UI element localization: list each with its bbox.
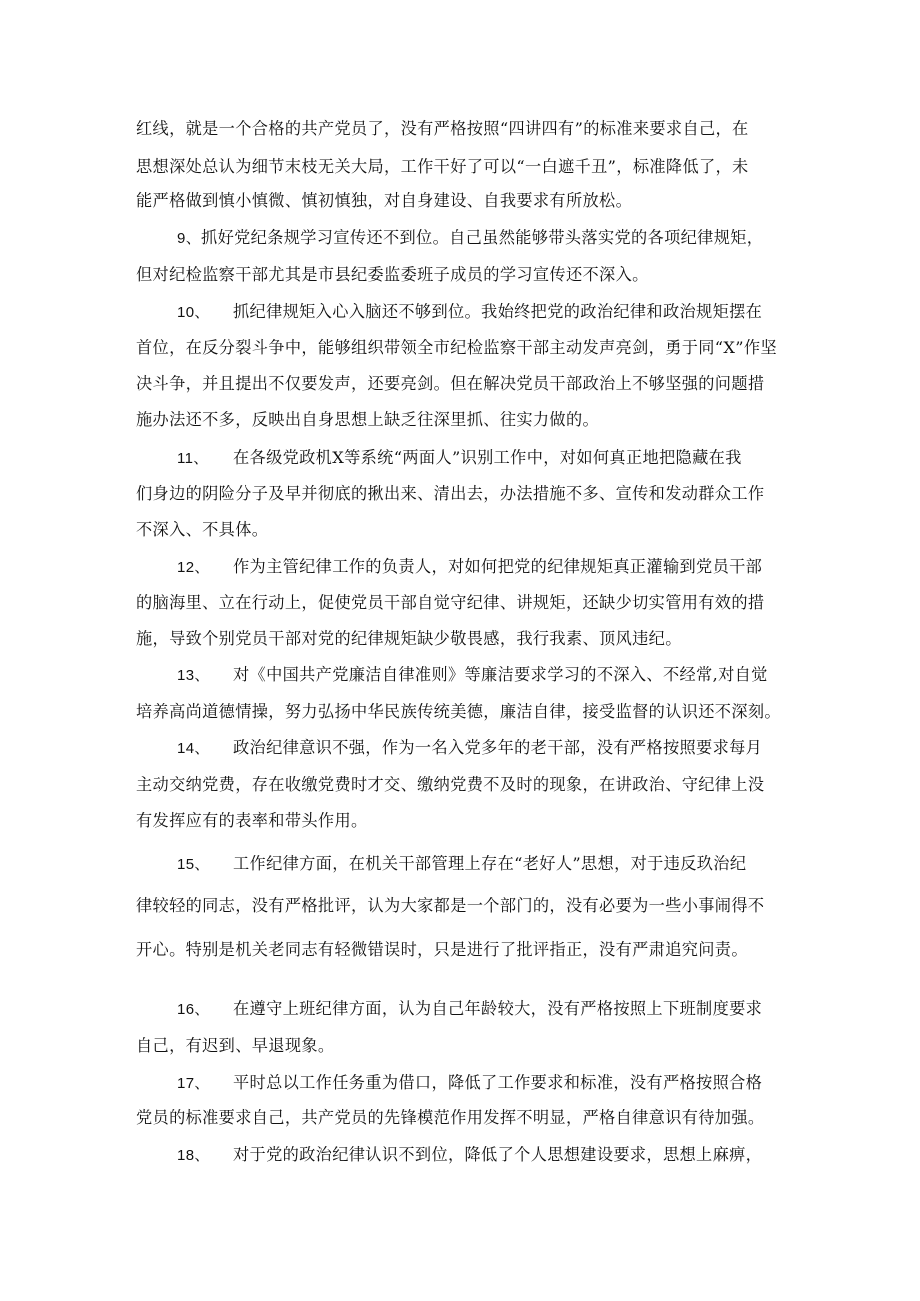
item-text: 对《中国共产党廉洁自律准则》等廉洁要求学习的不深入、不经常,对自觉 <box>233 665 768 684</box>
item-number: 11、 <box>177 450 209 467</box>
text-line: 能严格做到慎小慎微、慎初慎独，对自身建设、自我要求有所放松。 <box>136 191 633 210</box>
item-number: 9、 <box>177 230 202 247</box>
text-line: 们身边的阴险分子及早并彻底的揪出来、清出去，办法措施不多、宣传和发动群众工作 <box>136 484 765 503</box>
text-line: 施办法还不多，反映出自身思想上缺乏往深里抓、往实力做的。 <box>136 410 600 429</box>
text-line: 的脑海里、立在行动上，促使党员干部自觉守纪律、讲规矩，还缺少切实管用有效的措 <box>136 593 765 612</box>
item-13-line-1 <box>177 665 768 686</box>
item-number: 18、 <box>177 1147 210 1164</box>
item-number: 12、 <box>177 559 210 576</box>
text-line: 不深入、不具体。 <box>136 520 269 539</box>
item-text: 在各级党政机X等系统“两面人”识别工作中，对如何真正地把隐藏在我 <box>233 448 742 467</box>
item-text: 抓好党纪条规学习宣传还不到位。自己虽然能够带头落实党的各项纪律规矩， <box>201 228 764 247</box>
item-text: 政治纪律意识不强，作为一名入党多年的老干部，没有严格按照要求每月 <box>233 738 763 757</box>
text-line: 施，导致个别党员干部对党的纪律规矩缺少敬畏感，我行我素、顶风违纪。 <box>136 629 682 648</box>
item-text: 对于党的政治纪律认识不到位，降低了个人思想建设要求，思想上麻痹， <box>233 1145 763 1164</box>
text-line: 红线，就是一个合格的共产党员了，没有严格按照“四讲四有”的标准来要求自己，在 <box>136 119 749 138</box>
item-text: 平时总以工作任务重为借口，降低了工作要求和标准，没有严格按照合格 <box>233 1073 763 1092</box>
item-11-line-1 <box>177 448 742 469</box>
item-number: 16、 <box>177 1001 210 1018</box>
text-line: 首位，在反分裂斗争中，能够组织带领全市纪检监察干部主动发声亮剑，勇于同“X”作坚 <box>136 338 778 357</box>
text-line: 自己，有迟到、早退现象。 <box>136 1036 335 1055</box>
item-17-line-1 <box>177 1073 762 1094</box>
item-number: 17、 <box>177 1075 210 1092</box>
item-12-line-1 <box>177 557 762 578</box>
item-text: 作为主管纪律工作的负责人，对如何把党的纪律规矩真正灌输到党员干部 <box>233 557 763 576</box>
item-number: 14、 <box>177 740 210 757</box>
item-number: 15、 <box>177 856 210 873</box>
item-number: 13、 <box>177 667 210 684</box>
text-line: 决斗争，并且提出不仅要发声，还要亮剑。但在解决党员干部政治上不够坚强的问题措 <box>136 374 765 393</box>
item-text: 在遵守上班纪律方面，认为自己年龄较大，没有严格按照上下班制度要求 <box>233 999 763 1018</box>
item-14-line-1 <box>177 738 762 759</box>
text-line: 思想深处总认为细节末枝无关大局，工作干好了可以“一白遮千丑”，标准降低了，未 <box>136 157 749 176</box>
item-9-line-1 <box>177 228 763 249</box>
item-16-line-1 <box>177 999 762 1020</box>
item-15-line-1 <box>177 854 746 875</box>
item-10-line-1 <box>177 302 762 323</box>
item-number: 10、 <box>177 304 210 321</box>
text-line: 党员的标准要求自己，共产党员的先锋模范作用发挥不明显，严格自律意识有待加强。 <box>136 1108 765 1127</box>
item-text: 工作纪律方面，在机关干部管理上存在“老好人”思想，对于违反玖治纪 <box>233 854 747 873</box>
text-line: 主动交纳党费，存在收缴党费时才交、缴纳党费不及时的现象，在讲政治、守纪律上没 <box>136 775 765 794</box>
text-line: 有发挥应有的表率和带头作用。 <box>136 811 368 830</box>
text-line: 培养高尚道德情操，努力弘扬中华民族传统美德，廉洁自律，接受监督的认识还不深刻。 <box>136 702 781 721</box>
text-line: 开心。特别是机关老同志有轻微错误时，只是进行了批评指正，没有严肃追究问责。 <box>136 940 748 959</box>
text-line: 但对纪检监察干部尤其是市县纪委监委班子成员的学习宣传还不深入。 <box>136 265 649 284</box>
item-18-line-1 <box>177 1145 762 1166</box>
text-line: 律较轻的同志，没有严格批评，认为大家都是一个部门的，没有必要为一些小事闹得不 <box>136 896 765 915</box>
item-text: 抓纪律规矩入心入脑还不够到位。我始终把党的政治纪律和政治规矩摆在 <box>233 302 763 321</box>
